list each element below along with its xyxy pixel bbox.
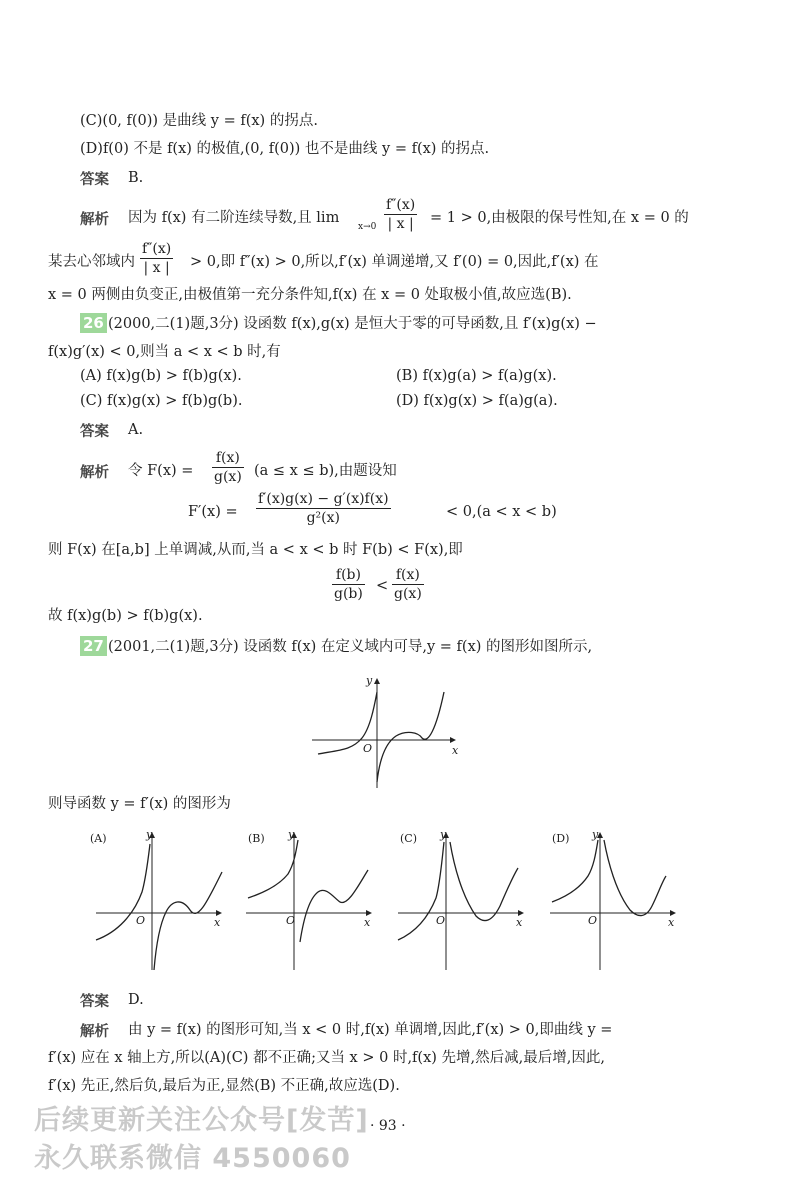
q27-answer-label: 答案 xyxy=(80,994,109,1010)
option-d-x: x xyxy=(668,916,675,929)
q26-deriv-rhs: < 0,(a < x < b) xyxy=(446,504,557,520)
q27-analysis-label: 解析 xyxy=(80,1024,109,1040)
option-d-y: y xyxy=(592,828,599,841)
q25-analysis-label: 解析 xyxy=(80,212,109,228)
q26-ineq-left xyxy=(332,566,365,603)
q26-deriv-frac xyxy=(256,490,391,527)
q26-analysis-a: 令 F(x) = xyxy=(128,463,194,479)
q26-option-b: (B) f(x)g(a) > f(a)g(x). xyxy=(396,368,557,384)
q27-prompt: 则导函数 y = f′(x) 的图形为 xyxy=(48,796,231,812)
q27-analysis-line1: 由 y = f(x) 的图形可知,当 x < 0 时,f(x) 单调增,因此,f′(x) > 0,即曲线 y = xyxy=(128,1022,613,1038)
q26-ineq-left-den: g(b) xyxy=(334,586,363,602)
q25-frac2-den: | x | xyxy=(143,260,170,276)
q27-analysis-line2: f′(x) 应在 x 轴上方,所以(A)(C) 都不正确;又当 x > 0 时,f(x) 先增,然后减,最后增,因此, xyxy=(48,1050,605,1066)
q27-stem: (2001,二(1)题,3分) 设函数 f(x) 在定义域内可导,y = f(x) 的图形如图所示, xyxy=(108,639,593,655)
q26-deriv-num: f′(x)g(x) − g′(x)f(x) xyxy=(258,491,389,507)
main-y-label: y xyxy=(366,674,373,687)
option-a-y: y xyxy=(146,828,153,841)
main-curve-right xyxy=(377,692,444,782)
q26-answer-label: 答案 xyxy=(80,424,109,440)
q26-option-d: (D) f(x)g(x) > f(a)g(a). xyxy=(396,393,558,409)
q26-stem-line1: (2000,二(1)题,3分) 设函数 f(x),g(x) 是恒大于零的可导函数,且 f′(x)g(x) − xyxy=(108,316,597,332)
option-b-origin: O xyxy=(286,914,296,927)
option-a-x: x xyxy=(214,916,221,929)
page-number: · 93 · xyxy=(370,1118,406,1134)
q26-analysis-b: (a ≤ x ≤ b),由题设知 xyxy=(254,463,397,479)
option-a-origin: O xyxy=(136,914,146,927)
option-d-origin: O xyxy=(588,914,598,927)
option-a-label: (A) xyxy=(90,832,107,845)
q25-frac1 xyxy=(384,196,417,233)
option-d-label: (D) xyxy=(552,832,570,845)
option-c-graph xyxy=(392,826,532,976)
q26-then-line: 则 F(x) 在[a,b] 上单调减,从而,当 a < x < b 时 F(b) < F(x),即 xyxy=(48,542,463,558)
q27-analysis-line3: f′(x) 先正,然后负,最后为正,显然(B) 不正确,故应选(D). xyxy=(48,1078,400,1094)
q27-main-graph xyxy=(300,670,470,795)
q26-conclusion: 故 f(x)g(b) > f(b)g(x). xyxy=(48,608,203,624)
main-x-label: x xyxy=(452,744,459,757)
q25-option-d: (D)f(0) 不是 f(x) 的极值,(0, f(0)) 也不是曲线 y = f(x) 的拐点. xyxy=(80,141,490,157)
q25-frac2 xyxy=(140,240,173,277)
q26-option-c: (C) f(x)g(x) > f(b)g(b). xyxy=(80,393,243,409)
option-b-graph xyxy=(240,826,380,976)
q26-deriv-den: g²(x) xyxy=(306,510,340,526)
q26-F-num: f(x) xyxy=(212,449,244,468)
main-origin-label: O xyxy=(363,742,373,755)
main-x-arrow xyxy=(450,737,456,743)
q26-ineq-op: < xyxy=(376,578,389,594)
q26-number: 26 xyxy=(80,313,107,333)
q26-option-a: (A) f(x)g(b) > f(b)g(x). xyxy=(80,368,242,384)
option-a-graph xyxy=(90,826,230,976)
q25-answer: B. xyxy=(128,170,144,186)
option-c-y: y xyxy=(440,828,447,841)
q25-analysis-line3: x = 0 两侧由负变正,由极值第一充分条件知,f(x) 在 x = 0 处取极小值,故应选(B). xyxy=(48,287,572,303)
option-b-y: y xyxy=(288,828,295,841)
q26-F-frac xyxy=(212,449,244,486)
option-c-label: (C) xyxy=(400,832,417,845)
q26-stem-line2: f(x)g′(x) < 0,则当 a < x < b 时,有 xyxy=(48,344,281,360)
q25-analysis-line2a: 某去心邻域内 xyxy=(48,254,135,270)
q26-F-den: g(x) xyxy=(214,469,242,485)
option-b-x: x xyxy=(364,916,371,929)
option-b-label: (B) xyxy=(248,832,265,845)
watermark-line2: 永久联系微信 4550060 xyxy=(34,1143,351,1174)
q26-ineq-right-num: f(x) xyxy=(392,566,424,585)
q26-analysis-label: 解析 xyxy=(80,465,109,481)
option-d-graph xyxy=(544,826,684,976)
q26-ineq-right xyxy=(392,566,424,603)
q25-option-c: (C)(0, f(0)) 是曲线 y = f(x) 的拐点. xyxy=(80,113,318,129)
q25-frac2-num: f″(x) xyxy=(142,241,172,257)
q25-frac1-den: | x | xyxy=(387,216,414,232)
option-c-x: x xyxy=(516,916,523,929)
q25-analysis-line1b: = 1 > 0,由极限的保号性知,在 x = 0 的 xyxy=(430,210,689,226)
q25-lim-sub: x→0 xyxy=(358,222,377,232)
q26-answer: A. xyxy=(128,422,144,438)
q25-frac1-num: f″(x) xyxy=(386,197,416,213)
option-c-origin: O xyxy=(436,914,446,927)
q27-number: 27 xyxy=(80,636,107,656)
q26-ineq-right-den: g(x) xyxy=(394,586,422,602)
main-y-arrow xyxy=(374,678,380,684)
q25-analysis-line2b: > 0,即 f″(x) > 0,所以,f′(x) 单调递增,又 f′(0) = 0,因此,f′(x) 在 xyxy=(190,254,599,270)
q26-ineq-left-num: f(b) xyxy=(332,566,365,585)
watermark-line1: 后续更新关注公众号[发苦] xyxy=(34,1105,369,1136)
q27-answer: D. xyxy=(128,992,144,1008)
q25-analysis-line1a: 因为 f(x) 有二阶连续导数,且 lim xyxy=(128,210,340,226)
q26-deriv-lhs: F′(x) = xyxy=(188,504,238,520)
q25-answer-label: 答案 xyxy=(80,172,109,188)
